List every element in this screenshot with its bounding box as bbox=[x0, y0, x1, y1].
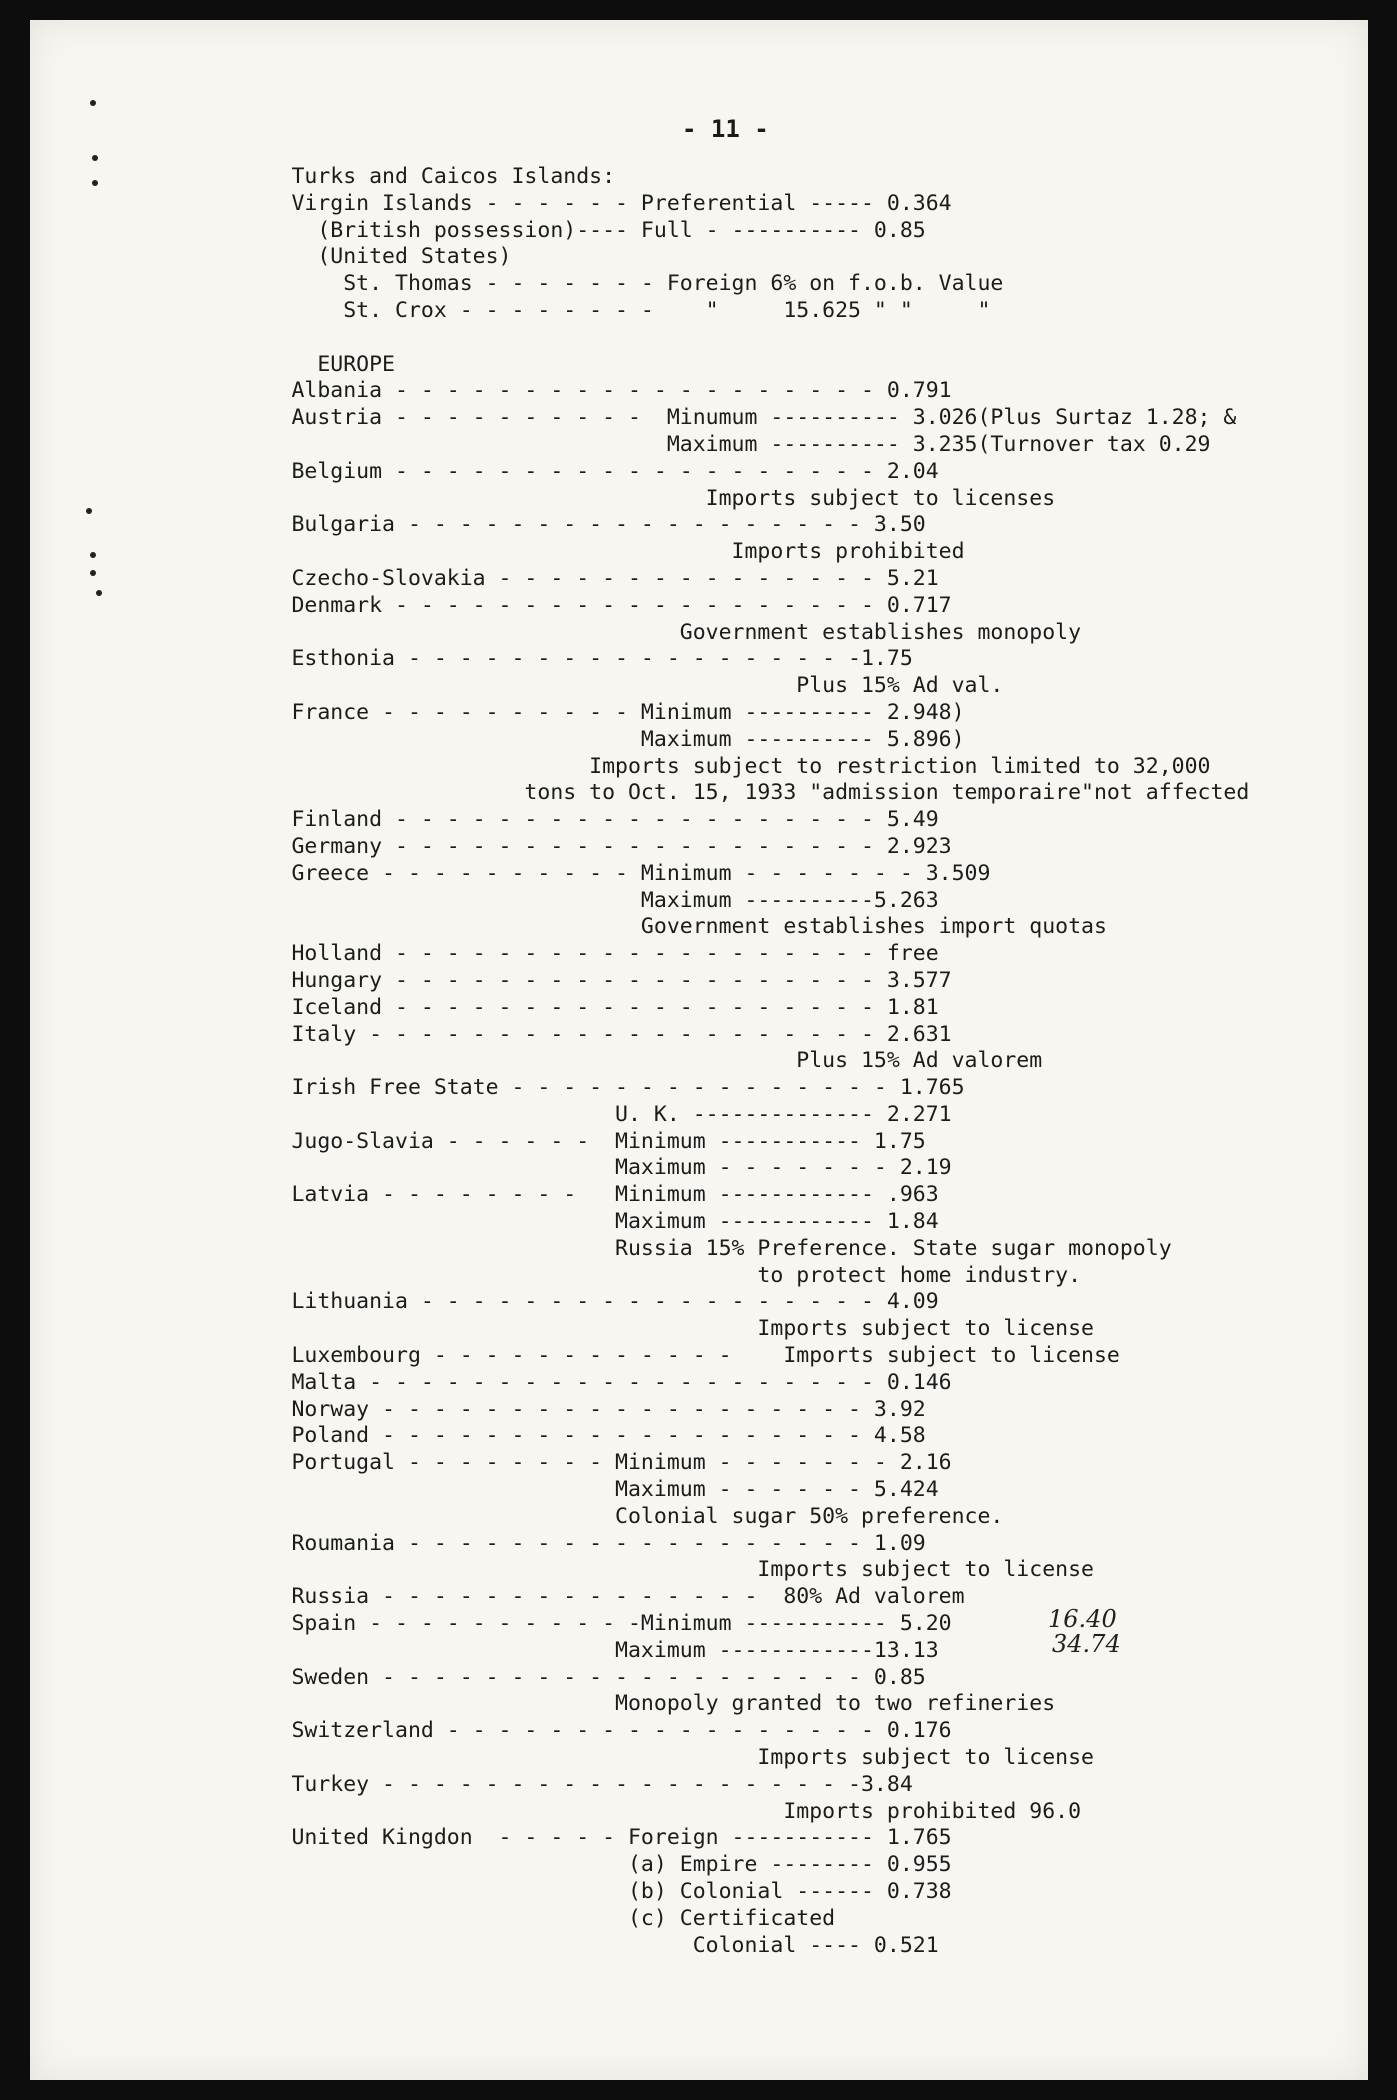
typed-line: (c) Certificated bbox=[162, 1905, 836, 1931]
typed-line: Lithuania - - - - - - - - - - - - - - - - - - 4.09 bbox=[162, 1289, 939, 1315]
typed-line: (United States) bbox=[162, 244, 512, 270]
typed-line: Luxembourg - - - - - - - - - - - - Imports subject to license bbox=[162, 1343, 1120, 1369]
handwritten-correction-spain-minimum: 16.40 bbox=[1048, 1605, 1117, 1633]
typed-line: Imports subject to licenses bbox=[162, 485, 1056, 511]
typed-line: Switzerland - - - - - - - - - - - - - - - - - 0.176 bbox=[162, 1718, 952, 1744]
margin-mark bbox=[90, 552, 96, 558]
margin-mark bbox=[86, 508, 92, 514]
typed-line: Holland - - - - - - - - - - - - - - - - - - - free bbox=[162, 941, 939, 967]
typed-line: (British possession)---- Full - ---------- 0.85 bbox=[162, 217, 926, 243]
typed-line: Plus 15% Ad valorem bbox=[162, 1048, 1043, 1074]
handwritten-correction-spain-maximum: 34.74 bbox=[1052, 1630, 1121, 1658]
typed-line: Colonial ---- 0.521 bbox=[162, 1932, 939, 1958]
typed-line: Maximum ------------ 1.84 bbox=[162, 1209, 939, 1235]
typed-line: Belgium - - - - - - - - - - - - - - - - - - - 2.04 bbox=[162, 458, 939, 484]
typed-line: Albania - - - - - - - - - - - - - - - - - - - 0.791 bbox=[162, 378, 952, 404]
margin-mark bbox=[92, 155, 98, 161]
typed-line: Iceland - - - - - - - - - - - - - - - - - - - 1.81 bbox=[162, 994, 939, 1020]
typed-line: Norway - - - - - - - - - - - - - - - - - - - 3.92 bbox=[162, 1396, 926, 1422]
typed-line: Malta - - - - - - - - - - - - - - - - - - - - 0.146 bbox=[162, 1369, 952, 1395]
typed-line: Turkey - - - - - - - - - - - - - - - - - - -3.84 bbox=[162, 1771, 913, 1797]
tariff-table-text bbox=[162, 164, 1249, 1959]
typed-line: Spain - - - - - - - - - - -Minimum ----------- 5.20 bbox=[162, 1611, 952, 1637]
typed-line: Maximum - - - - - - - 2.19 bbox=[162, 1155, 952, 1181]
typed-line: to protect home industry. bbox=[162, 1262, 1082, 1288]
typed-line: EUROPE bbox=[162, 351, 395, 377]
typed-line: Irish Free State - - - - - - - - - - - - - - - 1.765 bbox=[162, 1075, 965, 1101]
typed-line: Portugal - - - - - - - - Minimum - - - - - - - 2.16 bbox=[162, 1450, 952, 1476]
typed-line: U. K. -------------- 2.271 bbox=[162, 1101, 952, 1127]
typed-line: Roumania - - - - - - - - - - - - - - - - - - 1.09 bbox=[162, 1530, 926, 1556]
typed-line: Plus 15% Ad val. bbox=[162, 673, 1004, 699]
typed-line: Russia 15% Preference. State sugar monopoly bbox=[162, 1235, 1172, 1261]
typed-line: Colonial sugar 50% preference. bbox=[162, 1503, 1004, 1529]
typed-line: St. Crox - - - - - - - - " 15.625 " " " bbox=[162, 297, 991, 323]
typed-line: Government establishes monopoly bbox=[162, 619, 1082, 645]
margin-mark bbox=[90, 570, 96, 576]
typed-line: Hungary - - - - - - - - - - - - - - - - - - - 3.577 bbox=[162, 967, 952, 993]
typed-line bbox=[162, 325, 1249, 352]
typed-line: Bulgaria - - - - - - - - - - - - - - - - - - 3.50 bbox=[162, 512, 926, 538]
typed-line: Italy - - - - - - - - - - - - - - - - - - - - 2.631 bbox=[162, 1021, 952, 1047]
margin-mark bbox=[92, 180, 98, 186]
typed-line: Maximum ---------- 5.896) bbox=[162, 726, 965, 752]
typed-line: Latvia - - - - - - - - Minimum ------------ .963 bbox=[162, 1182, 939, 1208]
typed-line: Maximum ----------5.263 bbox=[162, 887, 939, 913]
typed-line: Denmark - - - - - - - - - - - - - - - - - - - 0.717 bbox=[162, 592, 952, 618]
typed-line: United Kingdon - - - - - Foreign ----------- 1.765 bbox=[162, 1825, 952, 1851]
typed-line: Esthonia - - - - - - - - - - - - - - - - - -1.75 bbox=[162, 646, 913, 672]
typed-line: Jugo-Slavia - - - - - - Minimum ----------- 1.75 bbox=[162, 1128, 926, 1154]
typed-line: Russia - - - - - - - - - - - - - - - 80% Ad valorem bbox=[162, 1584, 965, 1610]
typed-line: tons to Oct. 15, 1933 "admission temporaire"not affected bbox=[162, 780, 1250, 806]
typed-line: Imports subject to license bbox=[162, 1316, 1094, 1342]
typed-line: Finland - - - - - - - - - - - - - - - - - - - 5.49 bbox=[162, 807, 939, 833]
typed-line: Imports prohibited bbox=[162, 539, 965, 565]
typed-line: Monopoly granted to two refineries bbox=[162, 1691, 1056, 1717]
typed-line: St. Thomas - - - - - - - Foreign 6% on f.o.b. Value bbox=[162, 271, 1004, 297]
typed-line: Turks and Caicos Islands: bbox=[162, 164, 616, 189]
typed-line: Government establishes import quotas bbox=[162, 914, 1107, 940]
typed-line: Imports subject to license bbox=[162, 1557, 1094, 1583]
typed-line: Maximum ------------13.13 bbox=[162, 1637, 939, 1663]
typed-line: Czecho-Slovakia - - - - - - - - - - - - - - - 5.21 bbox=[162, 565, 939, 591]
typed-line: Imports prohibited 96.0 bbox=[162, 1798, 1082, 1824]
typed-line: France - - - - - - - - - - Minimum ---------- 2.948) bbox=[162, 699, 965, 725]
typed-line: Poland - - - - - - - - - - - - - - - - - - - 4.58 bbox=[162, 1423, 926, 1449]
typed-line: Imports subject to license bbox=[162, 1745, 1094, 1771]
typed-line: Virgin Islands - - - - - - Preferential ----- 0.364 bbox=[162, 190, 952, 216]
page-number: - 11 - bbox=[682, 115, 769, 143]
typed-line: (b) Colonial ------ 0.738 bbox=[162, 1879, 952, 1904]
margin-mark bbox=[96, 590, 102, 596]
typed-line: Austria - - - - - - - - - - Minumum ---------- 3.026(Plus Surtaz 1.28; & bbox=[162, 405, 1237, 431]
typed-line: (a) Empire -------- 0.955 bbox=[162, 1852, 952, 1878]
typed-line: Maximum ---------- 3.235(Turnover tax 0.29 bbox=[162, 431, 1211, 457]
typed-line: Sweden - - - - - - - - - - - - - - - - - - - 0.85 bbox=[162, 1664, 926, 1690]
typed-line: Imports subject to restriction limited to 32,000 bbox=[162, 753, 1211, 779]
margin-mark bbox=[90, 100, 96, 106]
typed-line: Maximum - - - - - - 5.424 bbox=[162, 1477, 939, 1503]
typed-line: Greece - - - - - - - - - - Minimum - - - - - - - 3.509 bbox=[162, 860, 991, 886]
margin-punch-marks bbox=[70, 100, 100, 620]
typed-line: Germany - - - - - - - - - - - - - - - - - - - 2.923 bbox=[162, 833, 952, 859]
